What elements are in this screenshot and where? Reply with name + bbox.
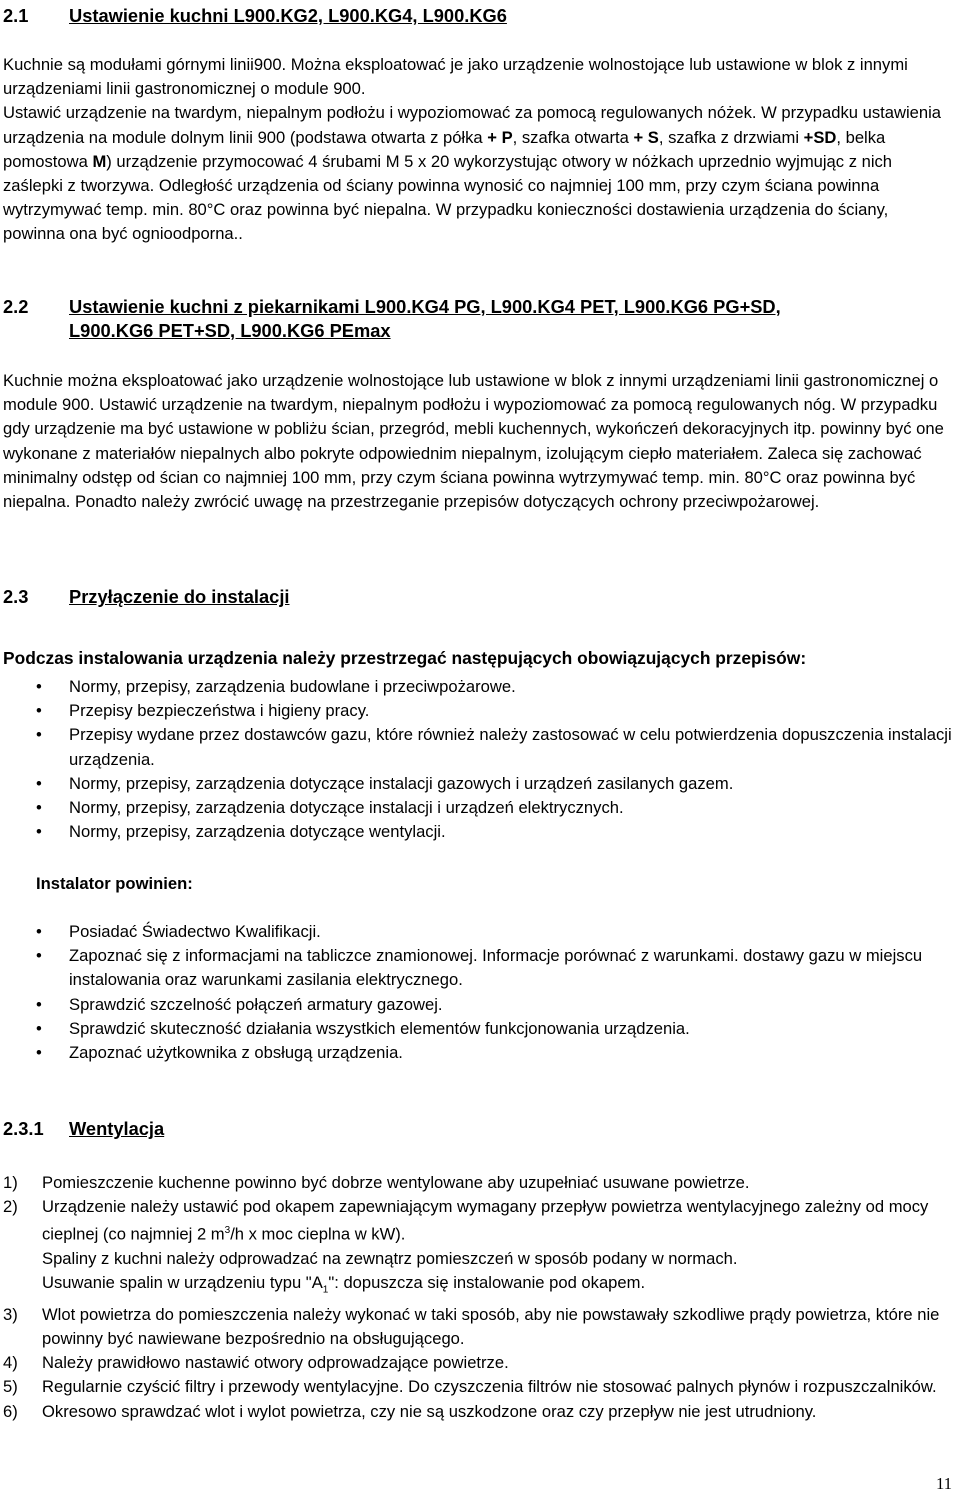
bullet-text: Posiadać Świadectwo Kwalifikacji. <box>69 922 321 941</box>
bullet-icon: • <box>36 1043 42 1063</box>
bullet-icon: • <box>36 725 42 745</box>
text-run: , szafka z drzwiami <box>658 127 804 147</box>
bullet-text: Sprawdzić szczelność połączeń armatury gazowej. <box>69 994 443 1014</box>
section-2-1-heading <box>3 4 952 28</box>
section-number: 2.3 <box>3 586 29 607</box>
bullet-icon: • <box>36 798 42 818</box>
list-item <box>3 1303 952 1351</box>
section-title-line: Ustawienie kuchni z piekarnikami L900.KG4 PG, L900.KG4 PET, L900.KG6 PG+SD, <box>69 296 781 317</box>
paragraph: Kuchnie są modułami górnymi linii900. Można eksploatować je jako urządzenie wolnostojące lub ustawione w blok z innymi urządzeniami linii gastronomicznej o module 900. <box>3 55 908 99</box>
text-run-bold: + P <box>487 127 513 147</box>
bullet-icon: • <box>36 773 42 793</box>
section-title <box>69 295 781 343</box>
text-run: , szafka otwarta <box>512 127 634 147</box>
bullet-item <box>3 796 952 820</box>
bullet-item <box>3 699 952 723</box>
bullet-item <box>3 920 952 944</box>
item-text: Należy prawidłowo nastawić otwory odprowadzające powietrze. <box>42 1353 509 1373</box>
bullet-item <box>3 723 952 771</box>
item-text: Usuwanie spalin w urządzeniu typu "A <box>42 1273 323 1293</box>
item-label: 6) <box>3 1401 18 1421</box>
section-2-1-body <box>3 53 952 247</box>
bullet-text: Zapoznać się z informacjami na tabliczce znamionowej. Informacje porównać z warunkami. dostawy gazu w miejscu instalowania oraz warunkami zasilania elektrycznego. <box>69 946 923 990</box>
text-run: ) urządzenie przymocować 4 śrubami M 5 x 20 wykorzystując otwory w nóżkach uprzednio wyjmując z nich zaślepki z tworzywa. Odległość urządzenia od ściany powinna wynosić co najmniej 100 mm, przy czym ściana powinna wytrzymywać temp. min. 80°C oraz powinna być niepalna. W przypadku konieczności dostawienia urządzenia do ściany, powinna ona być ognioodporna.. <box>3 151 893 244</box>
item-text: /h x moc cieplna w kW). <box>230 1224 406 1244</box>
item-label: 5) <box>3 1377 18 1397</box>
bullet-icon: • <box>36 946 42 966</box>
rules-heading-text: Podczas instalowania urządzenia należy przestrzegać następujących obowiązujących przepisów: <box>3 648 807 668</box>
paragraph <box>3 101 952 246</box>
text-run: , belka pomostowa <box>3 127 886 171</box>
item-text: Wlot powietrza do pomieszczenia należy wykonać w taki sposób, aby nie powstawały szkodliwe prądy powietrza, które nie powinny być nawiewane bezpośrednio na obsługującego. <box>42 1304 940 1349</box>
text-run: Ustawić urządzenie na twardym, niepalnym podłożu i wypoziomować za pomocą regulowanych nóżek. W przypadku ustawienia urządzenia na module dolnym linii 900 (podstawa otwarta z półka <box>3 103 942 147</box>
installer-list <box>3 920 952 1065</box>
item-label: 2) <box>3 1197 18 1217</box>
item-label: 1) <box>3 1173 18 1192</box>
item-text: Urządzenie należy ustawić pod okapem zapewniającym wymagany przepływ powietrza wentylacyjnego zależny od mocy cieplnej (co najmniej 2 m <box>42 1197 929 1244</box>
list-item <box>3 1195 952 1303</box>
bullet-icon: • <box>36 822 42 842</box>
section-title: Przyłączenie do instalacji <box>69 586 290 607</box>
bullet-text: Normy, przepisy, zarządzenia dotyczące instalacji gazowych i urządzeń zasilanych gazem. <box>69 773 734 793</box>
bullet-item <box>3 944 952 992</box>
bullet-text: Normy, przepisy, zarządzenia budowlane i przeciwpożarowe. <box>69 677 516 696</box>
bullet-item <box>3 993 952 1017</box>
bullet-icon: • <box>36 1018 42 1038</box>
bullet-icon: • <box>36 994 42 1014</box>
bullet-icon: • <box>36 922 42 941</box>
bullet-text: Sprawdzić skuteczność działania wszystkich elementów funkcjonowania urządzenia. <box>69 1018 690 1038</box>
bullet-item <box>3 1041 952 1065</box>
item-text: Spaliny z kuchni należy odprowadzać na zewnątrz pomieszczeń w sposób podany w normach. <box>42 1249 738 1269</box>
list-item <box>3 1351 952 1375</box>
item-text: Okresowo sprawdzać wlot i wylot powietrza, czy nie są uszkodzone oraz czy przepływ nie jest utrudniony. <box>42 1401 817 1421</box>
bullet-text: Zapoznać użytkownika z obsługą urządzenia. <box>69 1043 403 1063</box>
subscript: 1 <box>322 1284 329 1296</box>
page-number: 11 <box>936 1474 952 1493</box>
rules-list <box>3 675 952 844</box>
item-text: Pomieszczenie kuchenne powinno być dobrze wentylowane aby uzupełniać usuwane powietrze. <box>42 1173 750 1192</box>
text-run-bold: M <box>92 151 107 171</box>
list-item <box>3 1171 952 1195</box>
item-label: 4) <box>3 1353 18 1373</box>
bullet-icon: • <box>36 677 42 696</box>
ventilation-list <box>3 1171 952 1424</box>
section-2-3-1-heading <box>3 1117 952 1141</box>
bullet-text: Przepisy bezpieczeństwa i higieny pracy. <box>69 701 370 721</box>
section-2-2-heading <box>3 295 952 343</box>
item-text: ": dopuszcza się instalowanie pod okapem. <box>328 1273 646 1293</box>
bullet-text: Normy, przepisy, zarządzenia dotyczące wentylacji. <box>69 822 446 842</box>
section-title: Ustawienie kuchni L900.KG2, L900.KG4, L900.KG6 <box>69 5 507 26</box>
section-number: 2.3.1 <box>3 1118 44 1139</box>
section-number: 2.2 <box>3 296 29 317</box>
section-number: 2.1 <box>3 5 29 26</box>
list-item <box>3 1400 952 1424</box>
bullet-icon: • <box>36 701 42 721</box>
bullet-item <box>3 820 952 844</box>
section-2-3-heading <box>3 585 952 609</box>
bullet-text: Przepisy wydane przez dostawców gazu, które również należy zastosować w celu potwierdzenia dopuszczenia instalacji urządzenia. <box>69 725 952 769</box>
rules-heading <box>3 646 952 670</box>
superscript: 3 <box>224 1225 231 1237</box>
bullet-text: Normy, przepisy, zarządzenia dotyczące instalacji i urządzeń elektrycznych. <box>69 798 624 818</box>
text-run-bold: +SD <box>803 127 837 147</box>
installer-heading-text: Instalator powinien: <box>36 874 193 893</box>
section-title-line: L900.KG6 PET+SD, L900.KG6 PEmax <box>69 320 391 341</box>
item-label: 3) <box>3 1304 18 1324</box>
bullet-item <box>3 772 952 796</box>
section-title: Wentylacja <box>69 1118 165 1139</box>
text-run-bold: + S <box>633 127 659 147</box>
section-2-2-body <box>3 369 952 514</box>
installer-heading <box>36 872 952 896</box>
bullet-item <box>3 1017 952 1041</box>
paragraph: Kuchnie można eksploatować jako urządzenie wolnostojące lub ustawione w blok z innymi urządzeniami linii gastronomicznej o module 900. Ustawić urządzenie na twardym, niepalnym podłożu i wypoziomować za pomocą regulowanych nóg. W przypadku gdy urządzenie ma być ustawione w pobliżu ścian, przegród, mebli kuchennych, wykończeń dekoracyjnych itp. powinny być one wykonane z materiałów niepalnych albo pokryte odpowiednim niepalnym, izolującym ciepło materiałem. Zaleca się zachować minimalny odstęp od ścian co najmniej 100 mm, przy czym ściana powinna wytrzymywać temp. min. 80°C oraz powinna być niepalna. Ponadto należy zwrócić uwagę na przestrzeganie przepisów dotyczących ochrony przeciwpożarowej. <box>3 371 944 512</box>
list-item <box>3 1375 952 1399</box>
item-text: Regularnie czyścić filtry i przewody wentylacyjne. Do czyszczenia filtrów nie stosować palnych płynów i rozpuszczalników. <box>42 1377 937 1397</box>
bullet-item <box>3 675 952 699</box>
